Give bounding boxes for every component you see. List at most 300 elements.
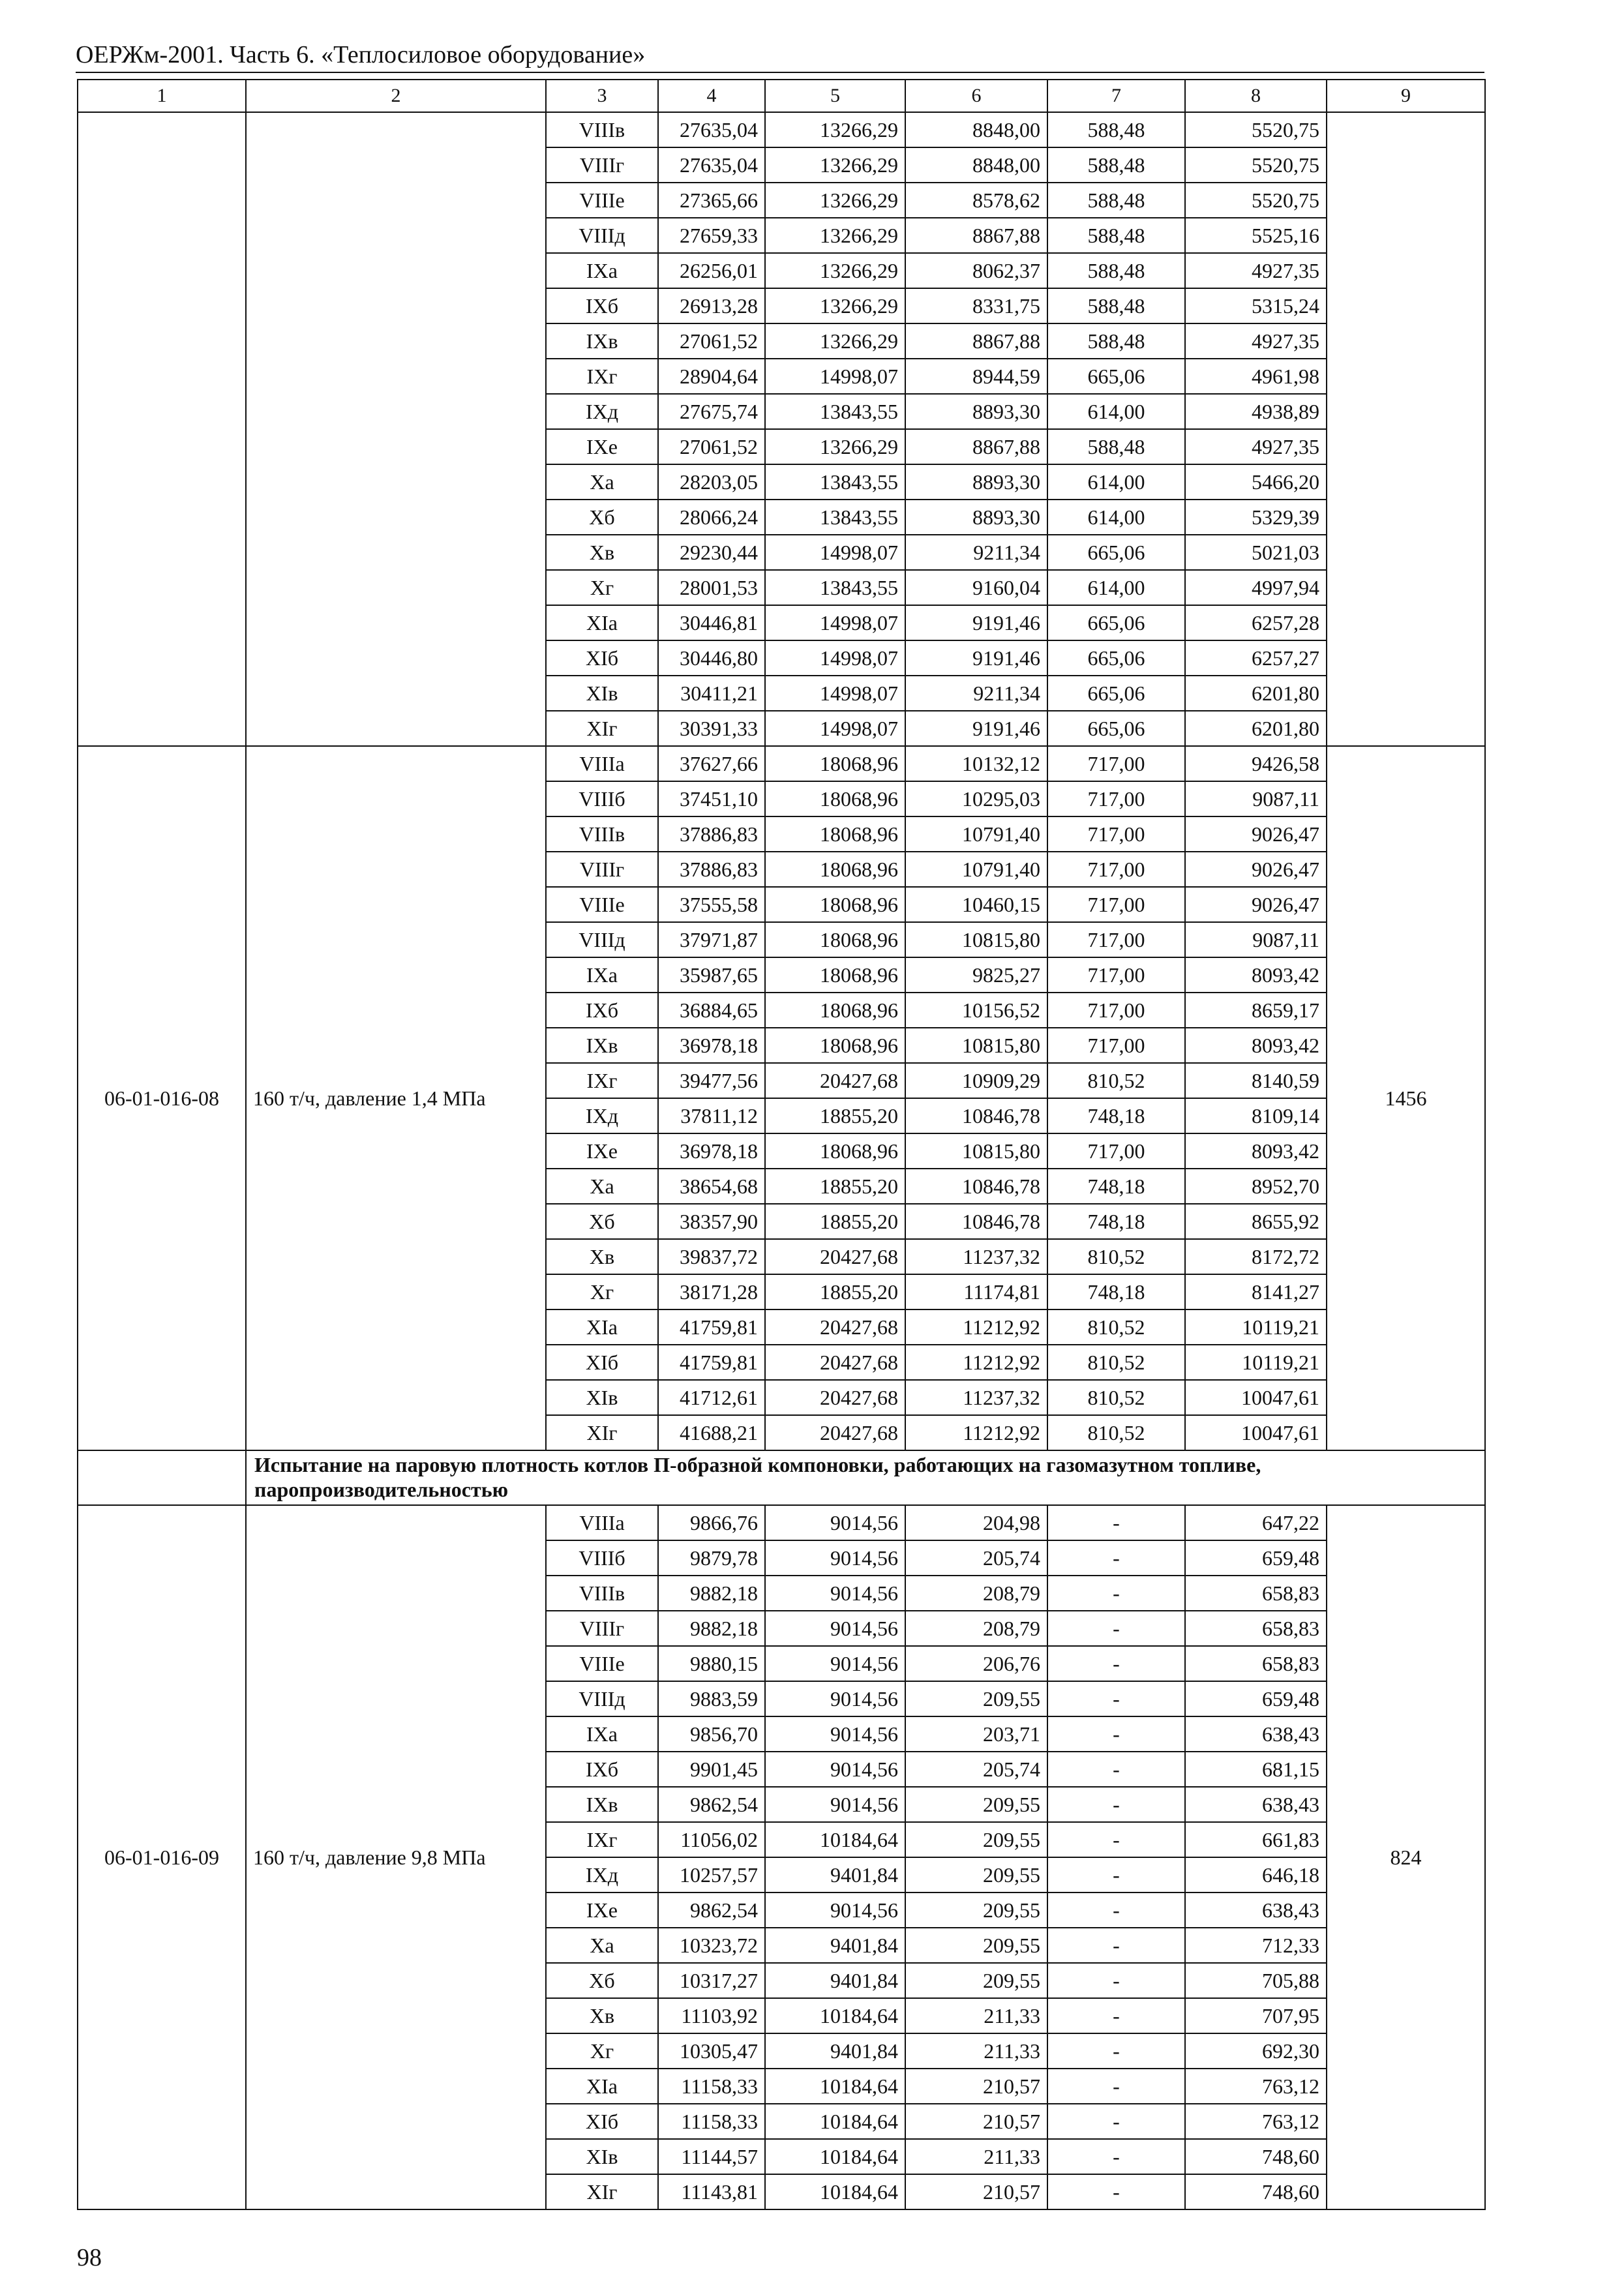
machine-cost: 211,33 xyxy=(905,1998,1047,2033)
total-cost: 37886,83 xyxy=(658,816,765,852)
machinist-wages: - xyxy=(1047,1928,1185,1963)
machinist-wages: - xyxy=(1047,1646,1185,1681)
wages: 13266,29 xyxy=(765,253,905,288)
machine-cost: 8867,88 xyxy=(905,429,1047,464)
machine-cost: 8893,30 xyxy=(905,464,1047,500)
materials-cost: 638,43 xyxy=(1185,1787,1327,1822)
total-cost: 28203,05 xyxy=(658,464,765,500)
table-row xyxy=(78,1505,1485,1540)
machine-cost: 10791,40 xyxy=(905,852,1047,887)
machine-cost: 209,55 xyxy=(905,1928,1047,1963)
machine-cost: 8331,75 xyxy=(905,288,1047,323)
machine-cost: 11212,92 xyxy=(905,1309,1047,1345)
table-row xyxy=(78,746,1485,781)
machine-cost: 209,55 xyxy=(905,1787,1047,1822)
boiler-category: IXб xyxy=(546,993,658,1028)
column-number: 3 xyxy=(546,80,658,112)
boiler-category: IXг xyxy=(546,1063,658,1098)
machinist-wages: 665,06 xyxy=(1047,605,1185,640)
item-code: 06-01-016-09 xyxy=(78,1505,246,2209)
total-cost: 36978,18 xyxy=(658,1028,765,1063)
machine-cost: 203,71 xyxy=(905,1716,1047,1752)
wages: 13266,29 xyxy=(765,183,905,218)
machinist-wages: 717,00 xyxy=(1047,993,1185,1028)
wages: 9014,56 xyxy=(765,1893,905,1928)
materials-cost: 4938,89 xyxy=(1185,394,1327,429)
machine-cost: 10909,29 xyxy=(905,1063,1047,1098)
materials-cost: 763,12 xyxy=(1185,2069,1327,2104)
item-description: 160 т/ч, давление 9,8 МПа xyxy=(246,1505,546,2209)
materials-cost: 4927,35 xyxy=(1185,253,1327,288)
wages: 10184,64 xyxy=(765,2104,905,2139)
wages: 18855,20 xyxy=(765,1098,905,1133)
machine-cost: 205,74 xyxy=(905,1752,1047,1787)
materials-cost: 661,83 xyxy=(1185,1822,1327,1857)
total-cost: 29230,44 xyxy=(658,535,765,570)
total-cost: 26913,28 xyxy=(658,288,765,323)
machine-cost: 10460,15 xyxy=(905,887,1047,922)
column-number: 9 xyxy=(1327,80,1485,112)
machinist-wages: 810,52 xyxy=(1047,1063,1185,1098)
wages: 13843,55 xyxy=(765,394,905,429)
total-cost: 28066,24 xyxy=(658,500,765,535)
materials-cost: 8659,17 xyxy=(1185,993,1327,1028)
boiler-category: IXб xyxy=(546,1752,658,1787)
materials-cost: 658,83 xyxy=(1185,1646,1327,1681)
machine-cost: 9191,46 xyxy=(905,711,1047,746)
boiler-category: VIIIд xyxy=(546,922,658,957)
materials-cost: 8172,72 xyxy=(1185,1239,1327,1274)
materials-cost: 9087,11 xyxy=(1185,781,1327,816)
boiler-category: IXг xyxy=(546,359,658,394)
total-cost: 9856,70 xyxy=(658,1716,765,1752)
machine-cost: 211,33 xyxy=(905,2033,1047,2069)
wages: 10184,64 xyxy=(765,1998,905,2033)
machine-cost: 8893,30 xyxy=(905,394,1047,429)
boiler-category: IXе xyxy=(546,1893,658,1928)
total-cost: 9866,76 xyxy=(658,1505,765,1540)
machinist-wages: 717,00 xyxy=(1047,1028,1185,1063)
boiler-category: XIв xyxy=(546,2139,658,2174)
materials-cost: 10047,61 xyxy=(1185,1380,1327,1415)
wages: 13266,29 xyxy=(765,218,905,253)
boiler-category: Xa xyxy=(546,1928,658,1963)
total-cost: 41759,81 xyxy=(658,1345,765,1380)
column-number: 5 xyxy=(765,80,905,112)
boiler-category: XIг xyxy=(546,711,658,746)
machine-cost: 9191,46 xyxy=(905,640,1047,676)
wages: 14998,07 xyxy=(765,359,905,394)
wages: 20427,68 xyxy=(765,1345,905,1380)
machinist-wages: - xyxy=(1047,1681,1185,1716)
boiler-category: VIIIв xyxy=(546,112,658,147)
machine-cost: 209,55 xyxy=(905,1857,1047,1893)
materials-cost: 4927,35 xyxy=(1185,429,1327,464)
total-cost: 41759,81 xyxy=(658,1309,765,1345)
total-cost: 11103,92 xyxy=(658,1998,765,2033)
column-number-row xyxy=(78,80,1485,112)
machine-cost: 8867,88 xyxy=(905,218,1047,253)
wages: 10184,64 xyxy=(765,2174,905,2209)
wages: 20427,68 xyxy=(765,1239,905,1274)
wages: 13266,29 xyxy=(765,429,905,464)
machinist-wages: 588,48 xyxy=(1047,147,1185,183)
page-header-title: ОЕРЖм-2001. Часть 6. «Теплосиловое оборудование» xyxy=(76,41,646,68)
table-body xyxy=(78,80,1485,2209)
total-cost: 39837,72 xyxy=(658,1239,765,1274)
materials-cost: 692,30 xyxy=(1185,2033,1327,2069)
machinist-wages: 665,06 xyxy=(1047,711,1185,746)
total-cost: 41688,21 xyxy=(658,1415,765,1450)
machinist-wages: 748,18 xyxy=(1047,1274,1185,1309)
machinist-wages: 588,48 xyxy=(1047,183,1185,218)
total-cost: 11158,33 xyxy=(658,2104,765,2139)
materials-cost: 5021,03 xyxy=(1185,535,1327,570)
header-divider xyxy=(76,72,1484,73)
wages: 13266,29 xyxy=(765,323,905,359)
boiler-category: XIa xyxy=(546,2069,658,2104)
machinist-wages: 665,06 xyxy=(1047,640,1185,676)
wages: 18068,96 xyxy=(765,746,905,781)
wages: 18068,96 xyxy=(765,993,905,1028)
total-cost: 27675,74 xyxy=(658,394,765,429)
materials-cost: 712,33 xyxy=(1185,1928,1327,1963)
materials-cost: 8141,27 xyxy=(1185,1274,1327,1309)
boiler-category: Xг xyxy=(546,570,658,605)
boiler-category: XIг xyxy=(546,2174,658,2209)
machine-cost: 11174,81 xyxy=(905,1274,1047,1309)
machine-cost: 209,55 xyxy=(905,1822,1047,1857)
boiler-category: XIб xyxy=(546,2104,658,2139)
machine-cost: 11237,32 xyxy=(905,1239,1047,1274)
total-cost: 30446,80 xyxy=(658,640,765,676)
materials-cost: 4927,35 xyxy=(1185,323,1327,359)
total-cost: 36978,18 xyxy=(658,1133,765,1169)
boiler-category: IXд xyxy=(546,394,658,429)
wages: 9014,56 xyxy=(765,1752,905,1787)
total-cost: 36884,65 xyxy=(658,993,765,1028)
wages: 14998,07 xyxy=(765,605,905,640)
wages: 9401,84 xyxy=(765,1928,905,1963)
machinist-wages: - xyxy=(1047,1752,1185,1787)
total-cost: 9882,18 xyxy=(658,1576,765,1611)
wages: 18068,96 xyxy=(765,922,905,957)
machinist-wages: - xyxy=(1047,1857,1185,1893)
total-cost: 9883,59 xyxy=(658,1681,765,1716)
wages: 14998,07 xyxy=(765,711,905,746)
column-number: 2 xyxy=(246,80,546,112)
total-cost: 10317,27 xyxy=(658,1963,765,1998)
materials-cost: 658,83 xyxy=(1185,1611,1327,1646)
column-number: 4 xyxy=(658,80,765,112)
wages: 18068,96 xyxy=(765,852,905,887)
machine-cost: 8578,62 xyxy=(905,183,1047,218)
materials-cost: 5520,75 xyxy=(1185,147,1327,183)
machine-cost: 209,55 xyxy=(905,1681,1047,1716)
machinist-wages: - xyxy=(1047,1505,1185,1540)
materials-cost: 6201,80 xyxy=(1185,711,1327,746)
machine-cost: 8848,00 xyxy=(905,112,1047,147)
machinist-wages: - xyxy=(1047,1822,1185,1857)
wages: 18855,20 xyxy=(765,1204,905,1239)
materials-cost: 8093,42 xyxy=(1185,1028,1327,1063)
machine-cost: 10791,40 xyxy=(905,816,1047,852)
boiler-category: IXд xyxy=(546,1098,658,1133)
materials-cost: 10047,61 xyxy=(1185,1415,1327,1450)
machine-cost: 11212,92 xyxy=(905,1415,1047,1450)
machinist-wages: 810,52 xyxy=(1047,1239,1185,1274)
wages: 9014,56 xyxy=(765,1681,905,1716)
total-cost: 27365,66 xyxy=(658,183,765,218)
wages: 18068,96 xyxy=(765,1133,905,1169)
materials-cost: 659,48 xyxy=(1185,1540,1327,1576)
total-cost: 39477,56 xyxy=(658,1063,765,1098)
materials-cost: 748,60 xyxy=(1185,2139,1327,2174)
wages: 13266,29 xyxy=(765,288,905,323)
machinist-wages: 717,00 xyxy=(1047,746,1185,781)
wages: 10184,64 xyxy=(765,2069,905,2104)
wages: 14998,07 xyxy=(765,676,905,711)
total-cost: 30446,81 xyxy=(658,605,765,640)
boiler-category: VIIIв xyxy=(546,816,658,852)
boiler-category: Xб xyxy=(546,1204,658,1239)
table-row xyxy=(78,112,1485,147)
boiler-category: XIв xyxy=(546,1380,658,1415)
wages: 20427,68 xyxy=(765,1309,905,1345)
section-title: Испытание на паровую плотность котлов П-образной компоновки, работающих на газомазутном топливе, паропроизводительностью xyxy=(246,1450,1485,1505)
total-cost: 27061,52 xyxy=(658,429,765,464)
wages: 18068,96 xyxy=(765,957,905,993)
boiler-category: VIIIе xyxy=(546,1646,658,1681)
column-number: 8 xyxy=(1185,80,1327,112)
machine-cost: 209,55 xyxy=(905,1893,1047,1928)
wages: 14998,07 xyxy=(765,640,905,676)
boiler-category: VIIIе xyxy=(546,183,658,218)
machinist-wages: 810,52 xyxy=(1047,1309,1185,1345)
machine-cost: 211,33 xyxy=(905,2139,1047,2174)
machinist-wages: 665,06 xyxy=(1047,676,1185,711)
machinist-wages: - xyxy=(1047,2174,1185,2209)
item-description xyxy=(246,112,546,746)
total-cost: 37555,58 xyxy=(658,887,765,922)
total-cost: 28904,64 xyxy=(658,359,765,394)
wages: 9014,56 xyxy=(765,1716,905,1752)
column-number: 7 xyxy=(1047,80,1185,112)
materials-cost: 8093,42 xyxy=(1185,957,1327,993)
item-code: 06-01-016-08 xyxy=(78,746,246,1450)
total-cost: 28001,53 xyxy=(658,570,765,605)
boiler-category: XIб xyxy=(546,640,658,676)
boiler-category: Xa xyxy=(546,1169,658,1204)
total-cost: 27635,04 xyxy=(658,147,765,183)
labor-norm: 1456 xyxy=(1327,746,1485,1450)
boiler-category: IXa xyxy=(546,1716,658,1752)
boiler-category: IXв xyxy=(546,1787,658,1822)
machine-cost: 10156,52 xyxy=(905,993,1047,1028)
machine-cost: 10132,12 xyxy=(905,746,1047,781)
materials-cost: 10119,21 xyxy=(1185,1345,1327,1380)
materials-cost: 6201,80 xyxy=(1185,676,1327,711)
total-cost: 27659,33 xyxy=(658,218,765,253)
machinist-wages: 588,48 xyxy=(1047,253,1185,288)
materials-cost: 9087,11 xyxy=(1185,922,1327,957)
materials-cost: 763,12 xyxy=(1185,2104,1327,2139)
labor-norm: 824 xyxy=(1327,1505,1485,2209)
machine-cost: 8867,88 xyxy=(905,323,1047,359)
boiler-category: IXд xyxy=(546,1857,658,1893)
wages: 18068,96 xyxy=(765,887,905,922)
materials-cost: 5329,39 xyxy=(1185,500,1327,535)
machine-cost: 204,98 xyxy=(905,1505,1047,1540)
machinist-wages: 614,00 xyxy=(1047,394,1185,429)
machinist-wages: 588,48 xyxy=(1047,112,1185,147)
machinist-wages: - xyxy=(1047,1716,1185,1752)
materials-cost: 8655,92 xyxy=(1185,1204,1327,1239)
materials-cost: 659,48 xyxy=(1185,1681,1327,1716)
boiler-category: Xб xyxy=(546,1963,658,1998)
materials-cost: 9426,58 xyxy=(1185,746,1327,781)
machine-cost: 9191,46 xyxy=(905,605,1047,640)
machinist-wages: 588,48 xyxy=(1047,288,1185,323)
machine-cost: 210,57 xyxy=(905,2104,1047,2139)
boiler-category: Xa xyxy=(546,464,658,500)
machine-cost: 208,79 xyxy=(905,1576,1047,1611)
machinist-wages: 748,18 xyxy=(1047,1098,1185,1133)
boiler-category: IXб xyxy=(546,288,658,323)
wages: 10184,64 xyxy=(765,2139,905,2174)
boiler-category: VIIIе xyxy=(546,887,658,922)
boiler-category: IXв xyxy=(546,1028,658,1063)
machinist-wages: 748,18 xyxy=(1047,1169,1185,1204)
machine-cost: 209,55 xyxy=(905,1963,1047,1998)
wages: 20427,68 xyxy=(765,1063,905,1098)
boiler-category: IXг xyxy=(546,1822,658,1857)
boiler-category: VIIIб xyxy=(546,1540,658,1576)
boiler-category: XIв xyxy=(546,676,658,711)
machinist-wages: - xyxy=(1047,2033,1185,2069)
machinist-wages: 588,48 xyxy=(1047,218,1185,253)
machine-cost: 11212,92 xyxy=(905,1345,1047,1380)
machinist-wages: 717,00 xyxy=(1047,1133,1185,1169)
materials-cost: 4961,98 xyxy=(1185,359,1327,394)
total-cost: 35987,65 xyxy=(658,957,765,993)
machine-cost: 206,76 xyxy=(905,1646,1047,1681)
total-cost: 30411,21 xyxy=(658,676,765,711)
boiler-category: VIIIa xyxy=(546,1505,658,1540)
wages: 9014,56 xyxy=(765,1646,905,1681)
materials-cost: 638,43 xyxy=(1185,1893,1327,1928)
page-number: 98 xyxy=(77,2244,102,2271)
machine-cost: 10846,78 xyxy=(905,1098,1047,1133)
total-cost: 26256,01 xyxy=(658,253,765,288)
wages: 9014,56 xyxy=(765,1787,905,1822)
labor-norm xyxy=(1327,112,1485,746)
wages: 18855,20 xyxy=(765,1169,905,1204)
column-number: 6 xyxy=(905,80,1047,112)
boiler-category: IXв xyxy=(546,323,658,359)
materials-cost: 9026,47 xyxy=(1185,816,1327,852)
machinist-wages: 717,00 xyxy=(1047,816,1185,852)
total-cost: 9862,54 xyxy=(658,1787,765,1822)
wages: 13843,55 xyxy=(765,464,905,500)
materials-cost: 5315,24 xyxy=(1185,288,1327,323)
boiler-category: Xг xyxy=(546,2033,658,2069)
machinist-wages: 717,00 xyxy=(1047,887,1185,922)
total-cost: 37627,66 xyxy=(658,746,765,781)
materials-cost: 4997,94 xyxy=(1185,570,1327,605)
boiler-category: Xг xyxy=(546,1274,658,1309)
materials-cost: 8952,70 xyxy=(1185,1169,1327,1204)
machinist-wages: - xyxy=(1047,2104,1185,2139)
machine-cost: 8944,59 xyxy=(905,359,1047,394)
wages: 13266,29 xyxy=(765,112,905,147)
machine-cost: 8062,37 xyxy=(905,253,1047,288)
machinist-wages: - xyxy=(1047,1576,1185,1611)
total-cost: 9880,15 xyxy=(658,1646,765,1681)
machine-cost: 10815,80 xyxy=(905,922,1047,957)
wages: 9401,84 xyxy=(765,2033,905,2069)
materials-cost: 705,88 xyxy=(1185,1963,1327,1998)
machine-cost: 9160,04 xyxy=(905,570,1047,605)
machine-cost: 9211,34 xyxy=(905,535,1047,570)
total-cost: 41712,61 xyxy=(658,1380,765,1415)
item-description: 160 т/ч, давление 1,4 МПа xyxy=(246,746,546,1450)
total-cost: 10305,47 xyxy=(658,2033,765,2069)
machinist-wages: - xyxy=(1047,1787,1185,1822)
machinist-wages: 614,00 xyxy=(1047,464,1185,500)
materials-cost: 9026,47 xyxy=(1185,887,1327,922)
machinist-wages: 614,00 xyxy=(1047,570,1185,605)
boiler-category: XIг xyxy=(546,1415,658,1450)
boiler-category: IXa xyxy=(546,253,658,288)
machinist-wages: - xyxy=(1047,1963,1185,1998)
machine-cost: 9211,34 xyxy=(905,676,1047,711)
wages: 13843,55 xyxy=(765,500,905,535)
boiler-category: VIIIв xyxy=(546,1576,658,1611)
total-cost: 38171,28 xyxy=(658,1274,765,1309)
machinist-wages: 588,48 xyxy=(1047,323,1185,359)
boiler-category: VIIIд xyxy=(546,218,658,253)
materials-cost: 748,60 xyxy=(1185,2174,1327,2209)
machinist-wages: - xyxy=(1047,1540,1185,1576)
boiler-category: VIIIг xyxy=(546,1611,658,1646)
wages: 20427,68 xyxy=(765,1380,905,1415)
total-cost: 38357,90 xyxy=(658,1204,765,1239)
machinist-wages: 665,06 xyxy=(1047,535,1185,570)
total-cost: 27635,04 xyxy=(658,112,765,147)
item-code xyxy=(78,112,246,746)
boiler-category: IXе xyxy=(546,1133,658,1169)
machinist-wages: 810,52 xyxy=(1047,1380,1185,1415)
total-cost: 9879,78 xyxy=(658,1540,765,1576)
section-row xyxy=(78,1450,1485,1505)
machinist-wages: 810,52 xyxy=(1047,1415,1185,1450)
machinist-wages: - xyxy=(1047,1611,1185,1646)
materials-cost: 6257,27 xyxy=(1185,640,1327,676)
total-cost: 37811,12 xyxy=(658,1098,765,1133)
machine-cost: 10846,78 xyxy=(905,1204,1047,1239)
machine-cost: 8848,00 xyxy=(905,147,1047,183)
machinist-wages: 665,06 xyxy=(1047,359,1185,394)
materials-cost: 10119,21 xyxy=(1185,1309,1327,1345)
machine-cost: 210,57 xyxy=(905,2174,1047,2209)
wages: 13843,55 xyxy=(765,570,905,605)
machine-cost: 10815,80 xyxy=(905,1133,1047,1169)
wages: 14998,07 xyxy=(765,535,905,570)
wages: 9014,56 xyxy=(765,1540,905,1576)
wages: 20427,68 xyxy=(765,1415,905,1450)
materials-cost: 658,83 xyxy=(1185,1576,1327,1611)
